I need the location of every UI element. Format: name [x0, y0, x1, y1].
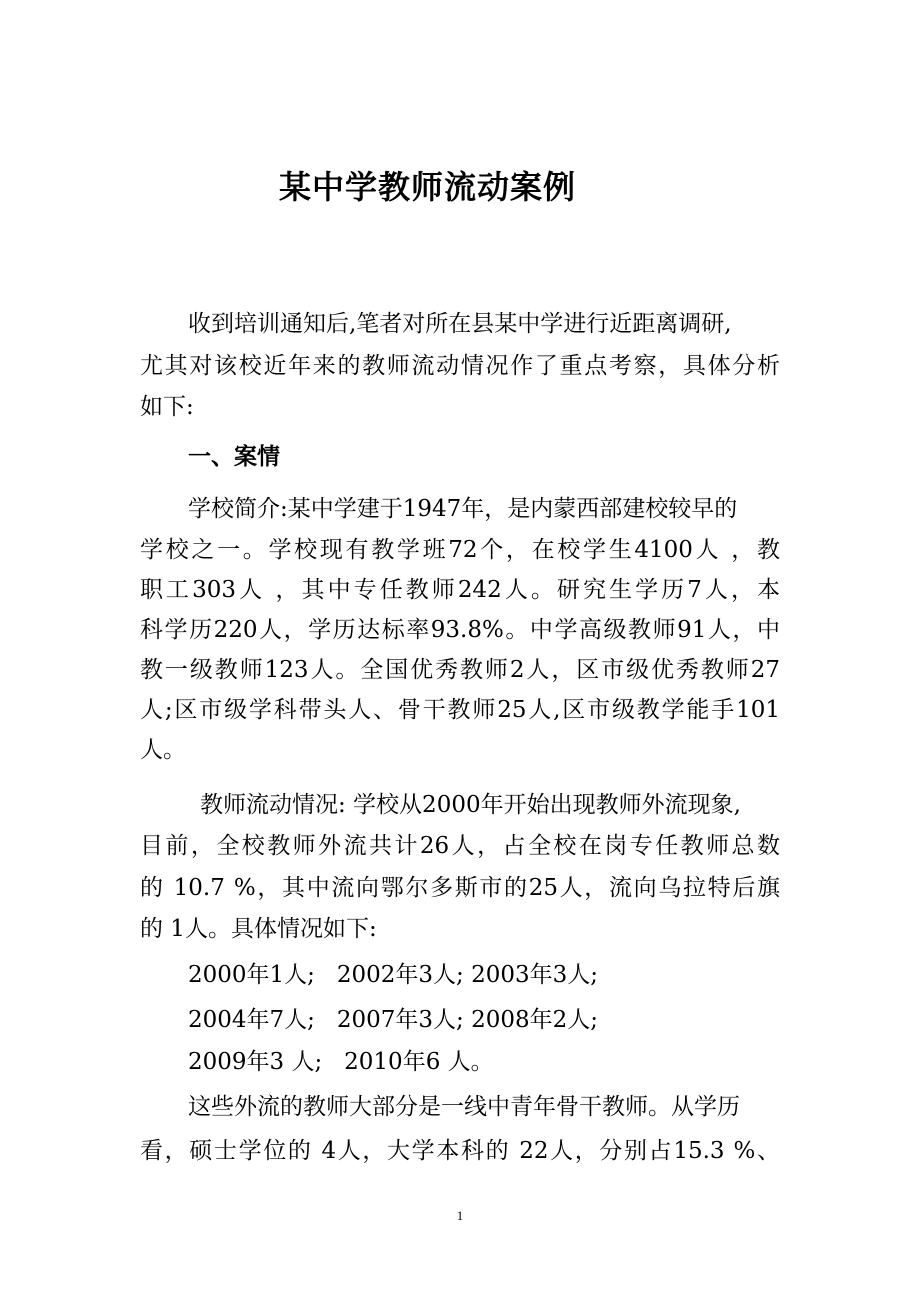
- year-list-line: 2000年1人; 2002年3人; 2003年3人;: [188, 962, 598, 988]
- paragraph-line: 科学历220人，学历达标率93.8%。中学高级教师91人，中: [140, 617, 780, 643]
- paragraph-line: 职工303人 ，其中专任教师242人。研究生学历7人，本: [140, 577, 780, 603]
- paragraph-line: 人。: [140, 737, 186, 763]
- section-heading: 一、案情: [188, 444, 280, 470]
- document-title: 某中学教师流动案例: [278, 168, 576, 206]
- paragraph-line: 人;区市级学科带头人、骨干教师25人,区市级教学能手101: [140, 697, 780, 723]
- page-number: 1: [456, 1208, 464, 1223]
- year-list-line: 2004年7人; 2007年3人; 2008年2人;: [188, 1007, 598, 1033]
- paragraph-line: 这些外流的教师大部分是一线中青年骨干教师。从学历: [188, 1094, 740, 1120]
- paragraph-line: 收到培训通知后,笔者对所在县某中学进行近距离调研,: [188, 311, 732, 337]
- paragraph-line: 教一级教师123人。全国优秀教师2人，区市级优秀教师27: [140, 657, 780, 683]
- paragraph-line: 看，硕士学位的 4人，大学本科的 22人，分别占15.3 %、: [140, 1138, 780, 1164]
- paragraph-line: 的 10.7 %，其中流向鄂尔多斯市的25人，流向乌拉特后旗: [140, 875, 780, 901]
- paragraph-line: 学校简介:某中学建于1947年，是内蒙西部建校较早的: [188, 496, 738, 522]
- paragraph-line: 学校之一。学校现有教学班72个，在校学生4100人 ，教: [140, 537, 780, 563]
- paragraph-line: 的 1人。具体情况如下:: [140, 916, 377, 942]
- paragraph-line: 目前，全校教师外流共计26人，占全校在岗专任教师总数: [140, 833, 780, 859]
- paragraph-line: 尤其对该校近年来的教师流动情况作了重点考察，具体分析: [140, 353, 780, 379]
- paragraph-line: 教师流动情况: 学校从2000年开始出现教师外流现象,: [200, 792, 741, 818]
- year-list-line: 2009年3 人; 2010年6 人。: [188, 1049, 494, 1075]
- paragraph-line: 如下:: [140, 394, 194, 420]
